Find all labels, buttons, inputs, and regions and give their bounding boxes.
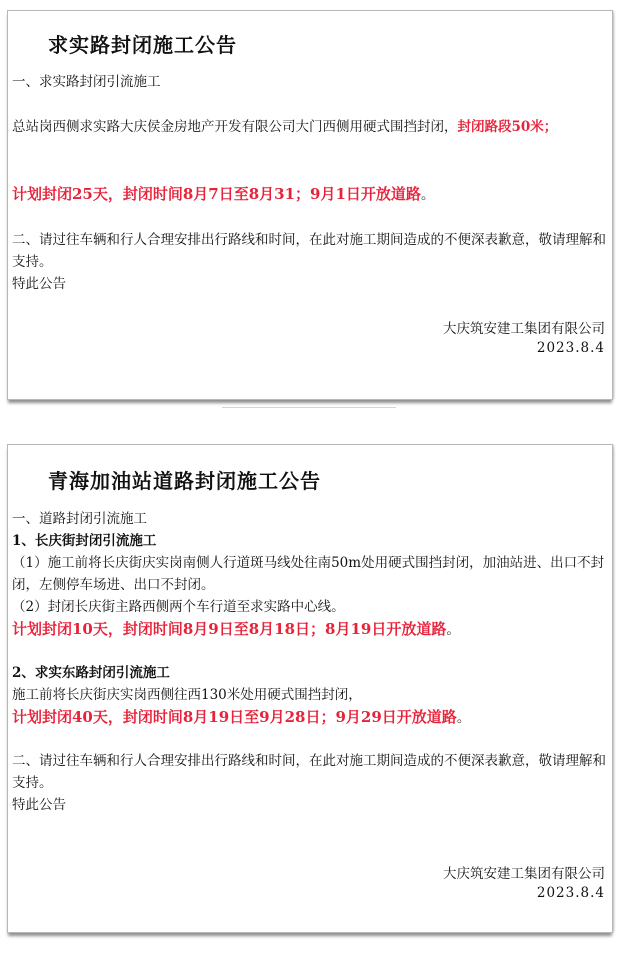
company-name: 大庆筑安建工集团有限公司 xyxy=(443,866,605,882)
closure-schedule-text: 计划封闭25天，封闭时间8月7日至8月31；9月1日开放道路 xyxy=(12,185,421,203)
closure-schedule-qiushi-east xyxy=(12,706,606,729)
section-heading: 一、道路封闭引流施工 xyxy=(12,511,147,527)
subsection-heading-changqing-street: 1、长庆街封闭引流施工 xyxy=(12,533,157,549)
closure-schedule xyxy=(12,183,606,206)
closure-description xyxy=(12,116,606,138)
apology-paragraph: 二、请过往车辆和行人合理安排出行路线和时间，在此对施工期间造成的不便深表歉意，敬请理解和支持。 xyxy=(12,753,606,791)
closure-schedule-changqing xyxy=(12,618,606,641)
company-name: 大庆筑安建工集团有限公司 xyxy=(443,321,605,337)
notice-card-qiushi-road xyxy=(7,10,613,400)
closure-schedule-period: 。 xyxy=(420,187,435,203)
closing-text: 特此公告 xyxy=(12,276,66,292)
notice-card-qinghai-gas-station xyxy=(7,444,613,933)
notice-date: 2023.8.4 xyxy=(536,340,605,356)
notice-date: 2023.8.4 xyxy=(536,885,605,901)
notice-title: 求实路封闭施工公告 xyxy=(48,33,237,57)
closure-schedule-period: 。 xyxy=(446,622,460,638)
apology-paragraph: 二、请过往车辆和行人合理安排出行路线和时间，在此对施工期间造成的不便深表歉意，敬请理解和支持。 xyxy=(12,232,606,270)
closure-schedule-text: 计划封闭40天，封闭时间8月19日至9月28日；9月29日开放道路 xyxy=(12,708,457,726)
closure-length-text: 封闭路段50米； xyxy=(457,119,558,135)
closing-text: 特此公告 xyxy=(12,797,66,813)
subsection-item-1: （1）施工前将长庆街庆实岗南侧人行道斑马线处往南50m处用硬式围挡封闭，加油站进、出口不封闭，左侧停车场进、出口不封闭。 xyxy=(12,555,605,593)
divider-line xyxy=(222,407,396,408)
subsection-item-2: （2）封闭长庆街主路西侧两个车行道至求实路中心线。 xyxy=(12,599,345,615)
section-heading: 一、求实路封闭引流施工 xyxy=(12,74,161,90)
subsection-heading-qiushi-east-road: 2、求实东路封闭引流施工 xyxy=(12,665,170,681)
closure-schedule-text: 计划封闭10天，封闭时间8月9日至8月18日；8月19日开放道路 xyxy=(12,620,447,638)
closure-schedule-period: 。 xyxy=(456,710,471,726)
notice-title: 青海加油站道路封闭施工公告 xyxy=(48,469,321,493)
subsection-text: 施工前将长庆街庆实岗西侧往西130米处用硬式围挡封闭， xyxy=(12,687,362,703)
closure-location-text: 总站岗西侧求实路大庆侯金房地产开发有限公司大门西侧用硬式围挡封闭， xyxy=(12,119,458,135)
